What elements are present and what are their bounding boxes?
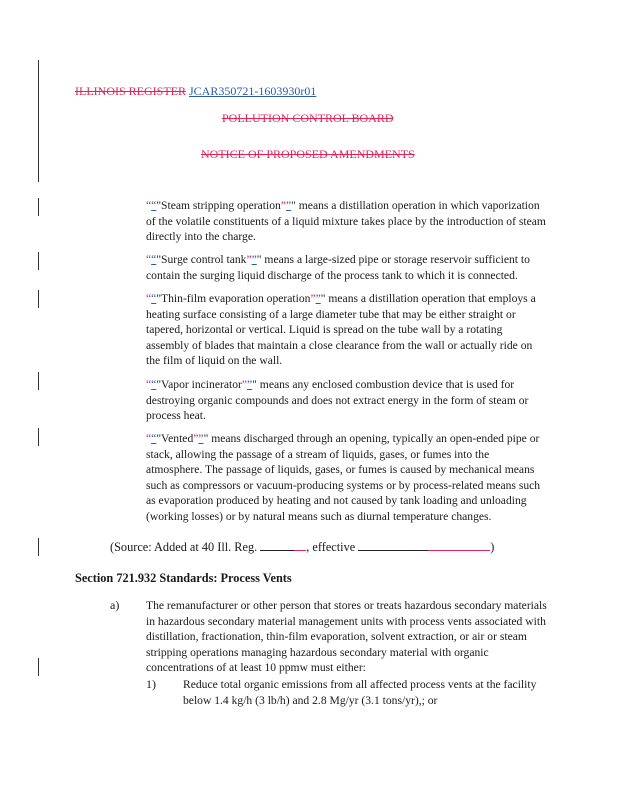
definition-term: Surge control tank [161,253,247,266]
item-label: 1) [146,677,156,691]
source-prefix: (Source: Added at 40 Ill. Reg. [110,540,261,554]
definition-vented: ““"Vented””" means discharged through an opening, typically an open-ended pipe or stack, allowing the passage of a stream of liquids, gases, or fumes into the atmosphere. The passage of liquids, gases, or fumes is caused by mechanical means such as compressors or vacuum-producing systems or by process-related means such as evaporation produced by heating and not caused by tank loading and unloading (working losses) or by natural means such as diurnal temperature changes. [146,432,541,523]
subsection-label: a) [110,598,120,612]
item-1-text: Reduce total organic emissions from all affected process vents at the facility below 1.4 kg/h (3 lb/h) and 2.8 Mg/yr (3.1 tons/yr),; or [183,678,537,707]
notice-title: NOTICE OF PROPOSED AMENDMENTS [201,147,415,161]
board-title: POLLUTION CONTROL BOARD [222,111,394,125]
change-bar [38,252,39,270]
definition-term: Thin-film evaporation operation [161,292,311,305]
source-mid: , effective [306,540,359,554]
definition-text: means a distillation operation that employs a heating surface consisting of a large diameter tube that may be either straight or tapered, horizontal or vertical. Liquid is spread on the tube wall by a rotating assembly of blades that maintain a close clearance from the wall or actually ride on the film of liquid on the wall. [146,292,536,368]
definition-text: means a distillation operation in which vaporization of the volatile constituents of a liquid mixture takes place by the introduction of steam directly into the charge. [146,199,546,244]
definition-text: means any enclosed combustion device that is used for destroying organic compounds and does not extract energy in the form of steam or process heat. [146,378,529,423]
definition-term: Vented [161,432,194,445]
definition-steam-stripping: ““"Steam stripping operation””" means a distillation operation in which vaporization of the volatile constituents of a liquid mixture takes place by the introduction of steam directly into the charge. [146,199,546,244]
source-note [110,539,494,555]
blank-line [358,539,428,551]
definition-text: means discharged through an opening, typically an open-ended pipe or stack, allowing the passage of a stream of liquids, gases, or fumes into the atmosphere. The passage of liquids, gases, or fumes is caused by mechanical means such as compressors or vacuum-producing systems or by process-related means such as evaporation produced by heating and not caused by tank loading and unloading (working losses) or by natural means such as diurnal temperature changes. [146,432,541,523]
change-bar [38,658,39,676]
definition-text: means a large-sized pipe or storage reservoir sufficient to contain the surging liquid discharge of the process tank to which it is connected. [146,253,530,282]
definition-surge-control-tank: ““"Surge control tank””" means a large-sized pipe or storage reservoir sufficient to contain the surging liquid discharge of the process tank to which it is connected. [146,253,530,282]
blank-line [260,539,294,551]
blank-line-inserted [428,539,490,551]
definition-vapor-incinerator: ““"Vapor incinerator””" means any enclosed combustion device that is used for destroying organic compounds and does not extract energy in the form of steam or process heat. [146,378,529,423]
blank-line-inserted [294,539,306,551]
change-bar [38,198,39,216]
definition-term: Vapor incinerator [161,378,242,391]
change-bar [38,428,39,446]
definition-term: Steam stripping operation [161,199,281,212]
subsection-a-text: The remanufacturer or other person that stores or treats hazardous secondary materials in hazardous secondary material management units with process vents associated with distillation, fractionation, thin-film evaporation, solvent extraction, or air or steam stripping operations managing hazardous secondary material with organic concentrations of at least 10 ppmw must either: [146,599,547,675]
register-deleted: ILLINOIS REGISTER [75,84,186,98]
definition-thin-film: ““"Thin-film evaporation operation””" means a distillation operation that employs a heating surface consisting of a large diameter tube that may be either straight or tapered, horizontal or vertical. Liquid is spread on the tube wall by a rotating assembly of blades that maintain a close clearance from the wall or actually ride on the film of liquid on the wall. [146,292,536,368]
change-bar [38,60,39,182]
section-heading: Section 721.932 Standards: Process Vents [75,571,292,585]
change-bar [38,290,39,308]
source-suffix: ) [490,540,495,554]
change-bar [38,538,39,556]
register-inserted: JCAR350721-1603930r01 [189,84,317,98]
change-bar [38,372,39,390]
register-header [75,84,316,99]
